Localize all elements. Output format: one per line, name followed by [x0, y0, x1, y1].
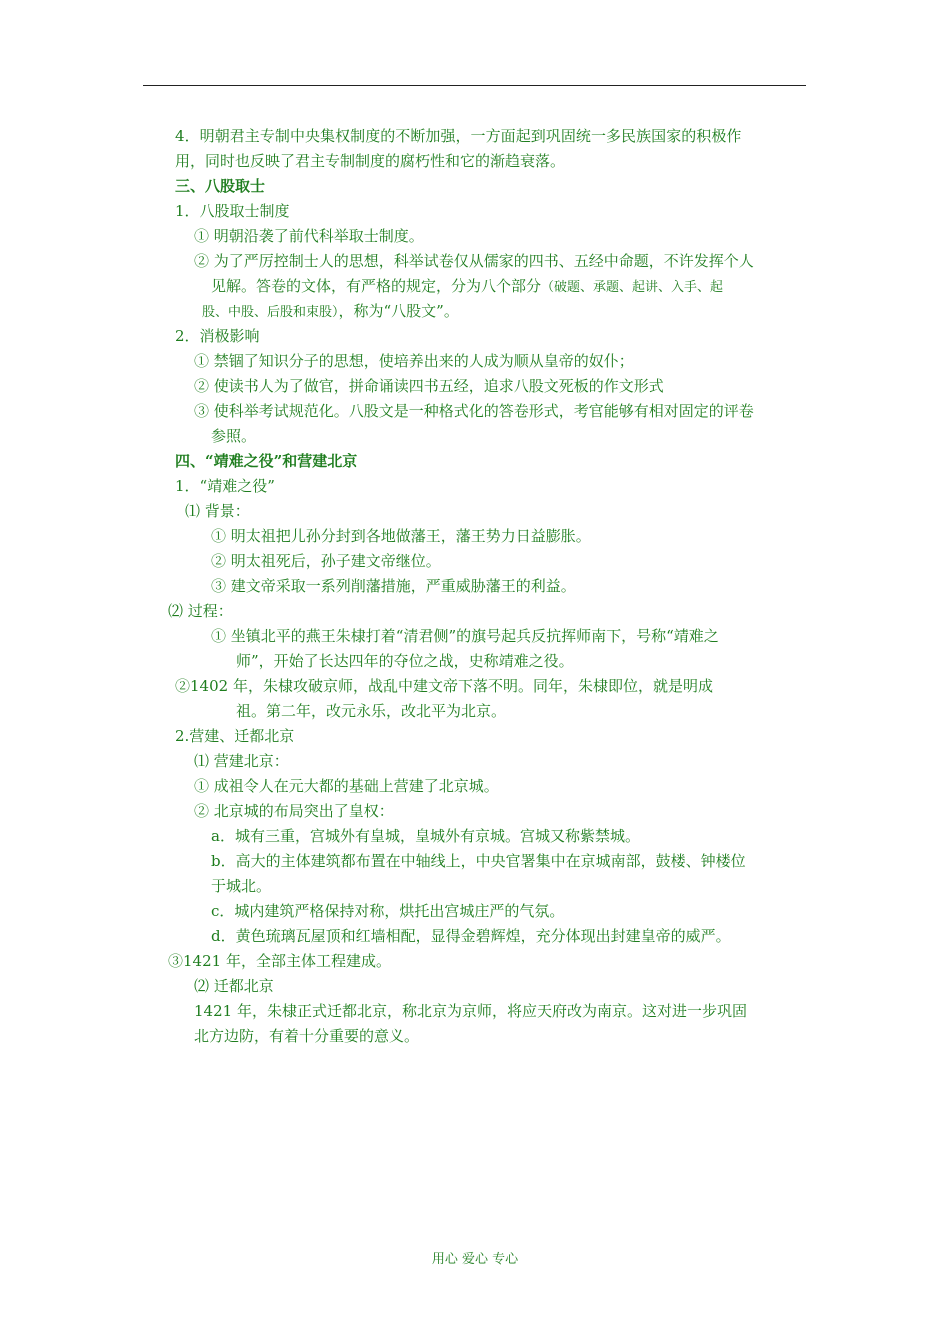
- text-line: ① 成祖令人在元大都的基础上营建了北京城。: [194, 777, 499, 795]
- header-rule: [143, 85, 806, 86]
- text-line: 1421 年，朱棣正式迁都北京，称北京为京师，将应天府改为南京。这对进一步巩固: [194, 1002, 747, 1020]
- text-line: a．城有三重，宫城外有皇城，皇城外有京城。宫城又称紫禁城。: [211, 827, 640, 845]
- text-line: ② 北京城的布局突出了皇权：: [194, 802, 394, 820]
- text-line: c．城内建筑严格保持对称，烘托出宫城庄严的气氛。: [211, 902, 565, 920]
- text-line: 北方边防，有着十分重要的意义。: [194, 1027, 420, 1045]
- text-line: d．黄色琉璃瓦屋顶和红墙相配，显得金碧辉煌，充分体现出封建皇帝的威严。: [211, 927, 731, 945]
- text-line: ① 明太祖把儿孙分封到各地做藩王，藩王势力日益膨胀。: [211, 527, 591, 545]
- text-line: b．高大的主体建筑都布置在中轴线上，中央官署集中在京城南部，鼓楼、钟楼位: [211, 852, 746, 870]
- text-line: ① 明朝沿袭了前代科举取士制度。: [194, 227, 424, 245]
- text-line: 股、中股、后股和束股），称为“八股文”。: [202, 302, 459, 320]
- subsection-heading: 1．“靖难之役”: [175, 477, 275, 495]
- text-line: 见解。答卷的文体，有严格的规定，分为八个部分（破题、承题、起讲、入手、起: [211, 277, 724, 295]
- section-heading: 三、八股取士: [175, 177, 266, 195]
- text-line: ③ 使科举考试规范化。八股文是一种格式化的答卷形式，考官能够有相对固定的评卷: [194, 402, 754, 420]
- text-line: 师”，开始了长达四年的夺位之战，史称靖难之役。: [236, 652, 574, 670]
- text-line: ⑵ 过程：: [168, 602, 233, 620]
- text-line: 参照。: [211, 427, 257, 445]
- text-line: ⑴ 背景：: [185, 502, 250, 520]
- subsection-heading: 1．八股取士制度: [175, 202, 290, 220]
- text-line: ②1402 年，朱棣攻破京师，战乱中建文帝下落不明。同年，朱棣即位，就是明成: [175, 677, 713, 695]
- text-line: ③1421 年，全部主体工程建成。: [168, 952, 391, 970]
- page-footer: 用心 爱心 专心: [431, 1252, 519, 1267]
- subsection-heading: 2．消极影响: [175, 327, 260, 345]
- text-line: ⑴ 营建北京：: [194, 752, 289, 770]
- text-line: ② 为了严厉控制士人的思想，科举试卷仅从儒家的四书、五经中命题，不许发挥个人: [194, 252, 754, 270]
- text-line: ③ 建文帝采取一系列削藩措施，严重威胁藩王的利益。: [211, 577, 576, 595]
- text-line: ① 禁锢了知识分子的思想，使培养出来的人成为顺从皇帝的奴仆；: [194, 352, 634, 370]
- text-line: ① 坐镇北平的燕王朱棣打着“清君侧”的旗号起兵反抗挥师南下，号称“靖难之: [211, 627, 719, 645]
- text-line: ② 使读书人为了做官，拼命诵读四书五经，追求八股文死板的作文形式: [194, 377, 664, 395]
- subsection-heading: 2.营建、迁都北京: [175, 727, 295, 745]
- text-line: 用，同时也反映了君主专制制度的腐朽性和它的渐趋衰落。: [175, 152, 566, 170]
- text-line: ② 明太祖死后，孙子建文帝继位。: [211, 552, 441, 570]
- text-line: 于城北。: [211, 877, 272, 895]
- section-heading: 四、“靖难之役”和营建北京: [175, 452, 358, 470]
- text-line: 祖。第二年，改元永乐，改北平为北京。: [236, 702, 507, 720]
- text-line: ⑵ 迁都北京: [194, 977, 274, 995]
- text-line: 4．明朝君主专制中央集权制度的不断加强，一方面起到巩固统一多民族国家的积极作: [175, 127, 742, 145]
